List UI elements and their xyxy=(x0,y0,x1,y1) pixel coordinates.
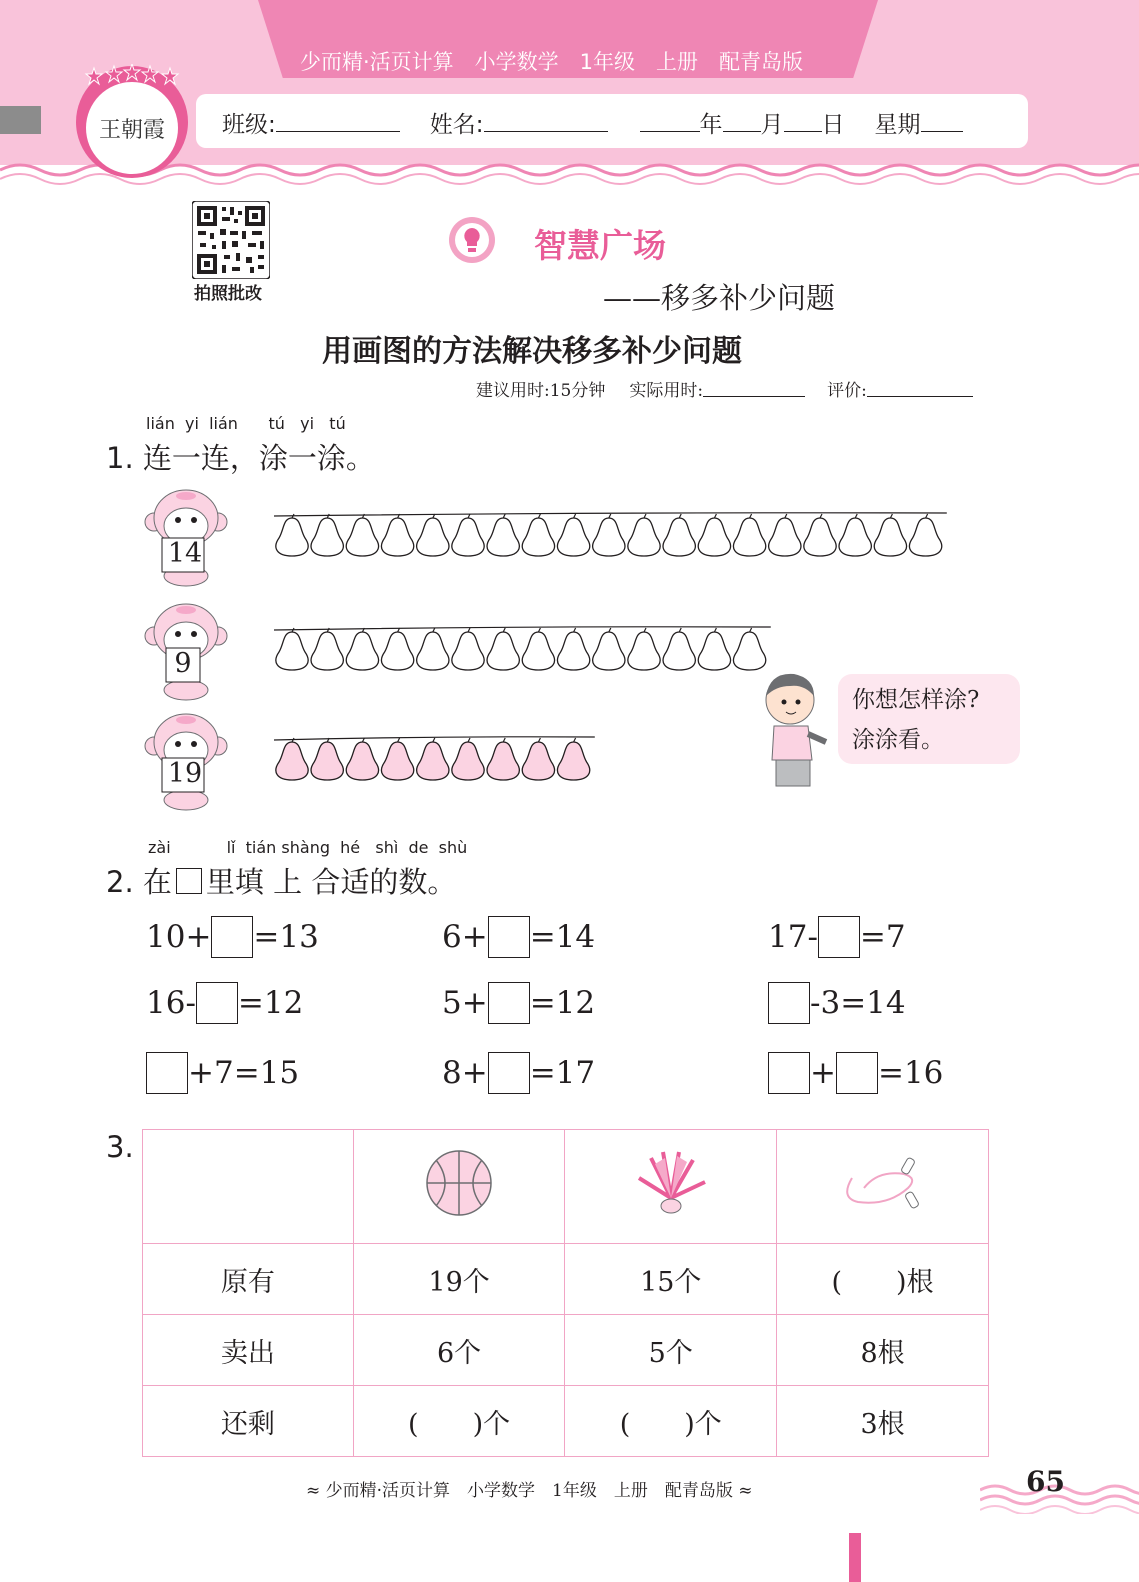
pear-icon[interactable] xyxy=(557,742,589,780)
pear-icon[interactable] xyxy=(487,632,519,670)
answer-box[interactable] xyxy=(488,1052,530,1094)
boy-icon xyxy=(760,670,836,788)
equation xyxy=(146,916,319,958)
pear-icon[interactable] xyxy=(522,742,554,780)
pear-icon[interactable] xyxy=(522,632,554,670)
bubble-line: 你想怎样涂? xyxy=(852,687,980,713)
pear-icon[interactable] xyxy=(874,518,906,556)
pear-icon[interactable] xyxy=(487,742,519,780)
weekday-label: 星期 xyxy=(874,112,921,138)
pear-stem xyxy=(890,514,892,518)
side-tab xyxy=(0,106,41,134)
equation xyxy=(442,916,595,958)
class-field[interactable] xyxy=(276,107,400,132)
pear-icon[interactable] xyxy=(839,518,871,556)
pear-icon[interactable] xyxy=(417,518,449,556)
table-row xyxy=(143,1386,989,1457)
answer-box[interactable] xyxy=(146,1052,188,1094)
pear-icon[interactable] xyxy=(804,518,836,556)
pear-icon[interactable] xyxy=(381,742,413,780)
answer-box[interactable] xyxy=(196,982,238,1024)
q1-pinyin: lián yi lián tú yi tú xyxy=(146,414,346,433)
pear-icon[interactable] xyxy=(311,742,343,780)
pear-icon[interactable] xyxy=(593,518,625,556)
bubble-line: 涂涂看。 xyxy=(852,727,944,753)
pear-icon[interactable] xyxy=(276,518,308,556)
evaluation-field[interactable] xyxy=(867,376,973,397)
equation xyxy=(768,916,906,958)
pear-stem xyxy=(433,738,435,742)
eq-right: -3=14 xyxy=(810,985,906,1021)
equation xyxy=(768,1052,943,1094)
answer-box[interactable] xyxy=(488,982,530,1024)
answer-cell[interactable]: ( )根 xyxy=(777,1244,989,1315)
row-label: 卖出 xyxy=(143,1315,354,1386)
logo-text: 王朝霞 xyxy=(98,117,165,143)
table-cell: 5个 xyxy=(565,1315,777,1386)
eq-left: 6+ xyxy=(442,919,488,955)
row-label: 原有 xyxy=(143,1244,354,1315)
table-row xyxy=(143,1244,989,1315)
pear-stem xyxy=(503,738,505,742)
pear-icon[interactable] xyxy=(557,518,589,556)
pear-stem xyxy=(609,628,611,632)
pear-icon[interactable] xyxy=(381,518,413,556)
pear-icon[interactable] xyxy=(346,518,378,556)
equation xyxy=(146,1052,299,1094)
actual-time-label: 实际用时: xyxy=(629,381,704,401)
pear-icon[interactable] xyxy=(698,518,730,556)
answer-box[interactable] xyxy=(488,916,530,958)
pear-icon[interactable] xyxy=(346,742,378,780)
pear-icon[interactable] xyxy=(346,632,378,670)
table-cell: 19个 xyxy=(353,1244,565,1315)
table-cell xyxy=(565,1130,777,1244)
pear-stem xyxy=(855,514,857,518)
row-label: 还剩 xyxy=(143,1386,354,1457)
eq-right: =14 xyxy=(529,919,596,955)
pear-icon[interactable] xyxy=(628,632,660,670)
pear-stem xyxy=(398,738,400,742)
footer-text: ≈ 少而精·活页计算 小学数学 1年级 上册 配青岛版 ≈ xyxy=(306,1481,753,1501)
pear-icon[interactable] xyxy=(311,632,343,670)
pear-icon[interactable] xyxy=(522,518,554,556)
pear-stem xyxy=(433,628,435,632)
student-info-row xyxy=(222,106,963,139)
q2-heading-suffix: 里填 上 合适的数。 xyxy=(205,865,457,899)
table-cell: 15个 xyxy=(565,1244,777,1315)
pear-icon[interactable] xyxy=(593,632,625,670)
pear-stem xyxy=(574,738,576,742)
pear-icon[interactable] xyxy=(276,742,308,780)
answer-box[interactable] xyxy=(768,982,810,1024)
pear-stem xyxy=(574,628,576,632)
logo-center xyxy=(86,82,178,174)
q2-heading-prefix: 2. 在 xyxy=(106,865,172,899)
pear-icon[interactable] xyxy=(487,518,519,556)
monkey-number: 9 xyxy=(174,648,192,679)
eq-mid: + xyxy=(810,1055,836,1091)
pear-icon[interactable] xyxy=(557,632,589,670)
table-cell: 6个 xyxy=(353,1315,565,1386)
q3-number: 3. xyxy=(106,1130,134,1164)
eq-right: =13 xyxy=(253,919,319,955)
sales-table xyxy=(142,1129,989,1457)
q2-pinyin: zài lǐ tián shàng hé shì de shù xyxy=(148,838,468,857)
shuttlecock-icon xyxy=(631,1148,711,1218)
qr-label: 拍照批改 xyxy=(194,284,262,304)
table-cell xyxy=(143,1130,354,1244)
string-line xyxy=(274,627,771,630)
pear-stem xyxy=(750,628,752,632)
main-title: 用画图的方法解决移多补少问题 xyxy=(322,334,742,369)
answer-box[interactable] xyxy=(768,1052,810,1094)
eq-right: =16 xyxy=(877,1055,944,1091)
equation xyxy=(146,982,303,1024)
answer-cell[interactable]: ( )个 xyxy=(353,1386,565,1457)
pear-stem xyxy=(714,514,716,518)
pear-stem xyxy=(750,514,752,518)
table-row xyxy=(143,1130,989,1244)
pear-icon[interactable] xyxy=(733,518,765,556)
table-cell xyxy=(777,1130,989,1244)
year-field[interactable] xyxy=(640,107,700,132)
monkey-number: 19 xyxy=(167,758,203,789)
page-number: 65 xyxy=(1026,1465,1065,1498)
pear-icon[interactable] xyxy=(417,742,449,780)
jump-rope-icon xyxy=(838,1148,928,1218)
lightbulb-icon xyxy=(448,216,496,264)
eq-right: =17 xyxy=(529,1055,596,1091)
pear-icon[interactable] xyxy=(698,632,730,670)
pear-stem xyxy=(468,628,470,632)
pear-stem xyxy=(644,628,646,632)
pear-stem xyxy=(785,514,787,518)
pear-icon[interactable] xyxy=(733,632,765,670)
class-label: 班级: xyxy=(222,112,276,138)
q1-heading: 1. 连一连，涂一涂。 xyxy=(106,441,375,475)
table-cell: 3根 xyxy=(777,1386,989,1457)
equation xyxy=(442,982,595,1024)
equation xyxy=(768,982,906,1024)
pear-stem xyxy=(468,738,470,742)
weekday-field[interactable] xyxy=(921,107,963,132)
pear-icon[interactable] xyxy=(663,632,695,670)
pear-icon[interactable] xyxy=(909,518,941,556)
pear-stem xyxy=(538,628,540,632)
pear-stem xyxy=(538,738,540,742)
pear-icon[interactable] xyxy=(628,518,660,556)
year-label: 年 xyxy=(699,112,723,138)
monkey-number: 14 xyxy=(167,538,203,569)
pear-stem xyxy=(503,628,505,632)
pear-icon[interactable] xyxy=(452,632,484,670)
basketball-icon xyxy=(424,1148,494,1218)
pear-stem xyxy=(820,514,822,518)
eq-right: =12 xyxy=(529,985,596,1021)
month-label: 月 xyxy=(760,112,784,138)
table-cell: 8根 xyxy=(777,1315,989,1386)
pear-icon[interactable] xyxy=(311,518,343,556)
suggested-time: 建议用时:15分钟 xyxy=(476,381,606,401)
time-row xyxy=(476,376,973,401)
day-label: 日 xyxy=(821,112,845,138)
evaluation-label: 评价: xyxy=(827,381,867,401)
pear-stem xyxy=(327,514,329,518)
table-cell xyxy=(353,1130,565,1244)
answer-cell[interactable]: ( )个 xyxy=(565,1386,777,1457)
equation xyxy=(442,1052,595,1094)
day-field[interactable] xyxy=(784,107,822,132)
eq-right: +7=15 xyxy=(188,1055,300,1091)
month-field[interactable] xyxy=(723,107,761,132)
pear-stem xyxy=(679,514,681,518)
answer-box[interactable] xyxy=(836,1052,878,1094)
bottom-marker xyxy=(849,1533,861,1582)
eq-right: =7 xyxy=(859,919,906,955)
pear-icon[interactable] xyxy=(417,632,449,670)
eq-left: 10+ xyxy=(146,919,212,955)
pear-icon[interactable] xyxy=(452,742,484,780)
pear-icon[interactable] xyxy=(452,518,484,556)
q2-heading xyxy=(106,860,456,901)
pear-stem xyxy=(609,514,611,518)
name-label: 姓名: xyxy=(429,112,484,138)
pear-stem xyxy=(644,514,646,518)
eq-left: 16- xyxy=(146,985,196,1021)
pear-stem xyxy=(926,514,928,518)
eq-left: 17- xyxy=(768,919,818,955)
answer-box[interactable] xyxy=(211,916,253,958)
pear-icon[interactable] xyxy=(276,632,308,670)
pear-icon[interactable] xyxy=(663,518,695,556)
eq-left: 8+ xyxy=(442,1055,488,1091)
pear-stem xyxy=(503,514,505,518)
eq-right: =12 xyxy=(237,985,304,1021)
pear-stem xyxy=(679,628,681,632)
section-title: 智慧广场 xyxy=(534,226,666,265)
answer-box[interactable] xyxy=(818,916,860,958)
square-icon xyxy=(176,868,202,894)
section-subtitle: ——移多补少问题 xyxy=(603,281,836,315)
pear-icon[interactable] xyxy=(769,518,801,556)
pear-icon[interactable] xyxy=(381,632,413,670)
name-field[interactable] xyxy=(484,107,608,132)
actual-time-field[interactable] xyxy=(703,376,805,397)
table-row xyxy=(143,1315,989,1386)
eq-left: 5+ xyxy=(442,985,488,1021)
pear-stem xyxy=(574,514,576,518)
speech-bubble xyxy=(838,674,1020,764)
header-title: 少而精·活页计算 小学数学 1年级 上册 配青岛版 xyxy=(300,50,804,74)
qr-code[interactable] xyxy=(192,201,270,279)
pear-stem xyxy=(538,514,540,518)
pear-stem xyxy=(714,628,716,632)
